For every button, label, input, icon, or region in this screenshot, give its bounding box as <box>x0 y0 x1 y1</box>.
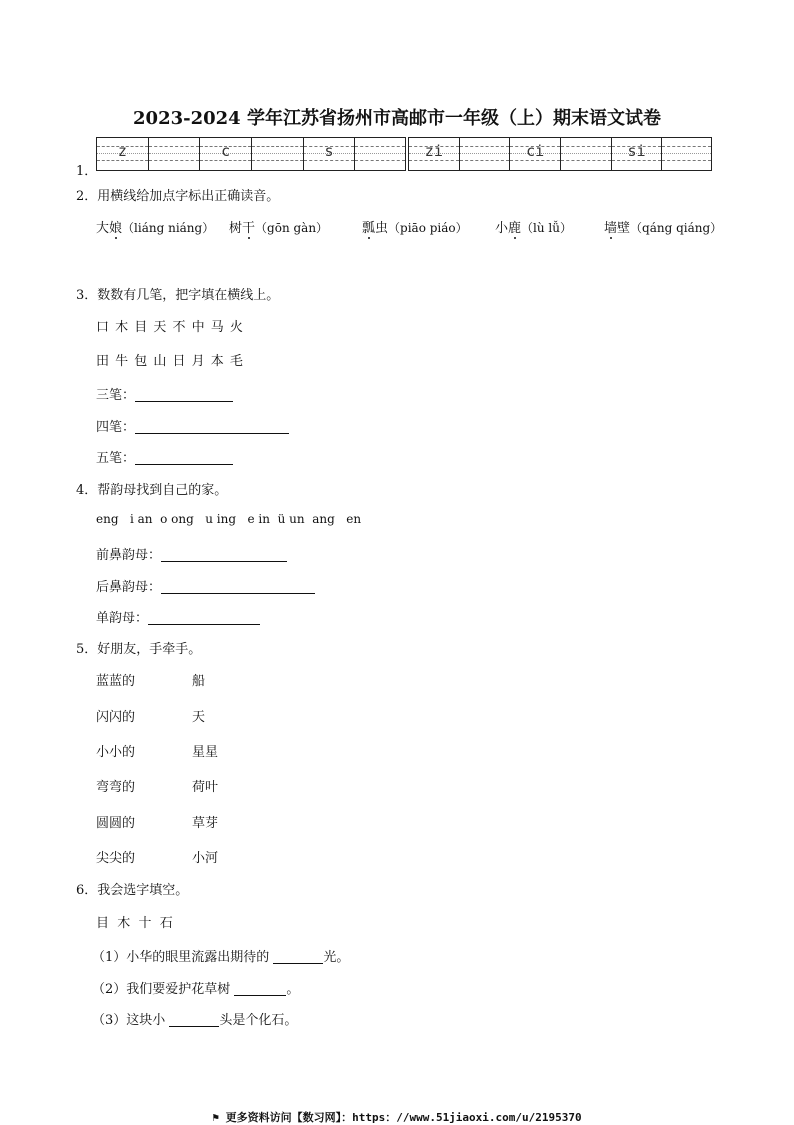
answer-blank[interactable] <box>161 580 315 594</box>
q5-right-item[interactable]: 船 <box>192 674 206 689</box>
q5-left-item[interactable]: 蓝蓝的 <box>96 674 136 689</box>
q3-answer-five: 五笔： <box>96 447 233 466</box>
q4-answer-single: 单韵母： <box>96 607 260 626</box>
pinyin-letter: si <box>627 142 646 160</box>
q3-chars-row-2: 田 牛 包 山 日 月 本 毛 <box>96 354 244 369</box>
dotted-char: 娘 <box>109 217 122 236</box>
q2-item: 大娘（liáng niáng） <box>96 217 214 236</box>
answer-blank[interactable] <box>135 420 289 434</box>
q2-item: 墙壁（qáng qiáng） <box>604 217 722 236</box>
q5-left-item[interactable]: 弯弯的 <box>96 780 136 795</box>
answer-blank[interactable] <box>169 1013 219 1027</box>
dotted-char: 干 <box>242 217 255 236</box>
question-1-number: 1． <box>76 164 98 179</box>
q6-item: （3）这块小 头是个化石。 <box>92 1013 298 1028</box>
q3-chars-row-1: 口 木 目 天 不 中 马 火 <box>96 320 244 335</box>
pinyin-letter: z <box>117 142 127 160</box>
q2-item: 树干（gōn gàn） <box>229 217 328 236</box>
q5-left-item[interactable]: 尖尖的 <box>96 851 136 866</box>
flag-icon: ⚑ <box>212 1111 226 1124</box>
q5-right-item[interactable]: 天 <box>192 710 206 725</box>
answer-blank[interactable] <box>234 982 286 996</box>
pinyin-grid-left <box>96 137 406 171</box>
question-4-stem: 4．帮韵母找到自己的家。 <box>76 483 228 498</box>
answer-blank[interactable] <box>148 611 260 625</box>
pinyin-grid-right <box>408 137 712 171</box>
footer-source <box>0 1109 794 1125</box>
q5-left-item[interactable]: 圆圆的 <box>96 816 136 831</box>
q5-right-item[interactable]: 草芽 <box>192 816 219 831</box>
q3-answer-three: 三笔： <box>96 384 233 403</box>
q4-answer-back-nasal: 后鼻韵母： <box>96 576 315 595</box>
pinyin-letter: c <box>221 142 231 160</box>
page-title: 2023-2024 学年江苏省扬州市高邮市一年级（上）期末语文试卷 <box>133 108 661 129</box>
q5-right-item[interactable]: 荷叶 <box>192 780 219 795</box>
q6-chars: 目 木 十 石 <box>96 916 173 931</box>
answer-blank[interactable] <box>273 950 323 964</box>
pinyin-letter: ci <box>526 142 545 160</box>
answer-blank[interactable] <box>135 388 233 402</box>
q4-answer-front-nasal: 前鼻韵母： <box>96 544 287 563</box>
pinyin-letter: s <box>324 142 334 160</box>
q2-item: 瓢虫（piāo piáo） <box>362 217 468 236</box>
q3-answer-four: 四笔： <box>96 416 289 435</box>
dotted-char: 鹿 <box>508 217 521 236</box>
q4-finals-row: eng i an o ong u ing e in ü un ang en <box>96 512 362 526</box>
q2-item: 小鹿（lù lǚ） <box>495 217 572 236</box>
dotted-char: 瓢 <box>362 217 375 236</box>
q5-right-item[interactable]: 小河 <box>192 851 219 866</box>
answer-blank[interactable] <box>135 451 233 465</box>
question-6-stem: 6．我会选字填空。 <box>76 883 189 898</box>
question-2-stem: 2．用横线给加点字标出正确读音。 <box>76 189 280 204</box>
q5-right-item[interactable]: 星星 <box>192 745 219 760</box>
question-3-stem: 3．数数有几笔，把字填在横线上。 <box>76 288 280 303</box>
question-5-stem: 5．好朋友，手牵手。 <box>76 642 202 657</box>
q6-item: （1）小华的眼里流露出期待的 光。 <box>92 950 350 965</box>
dotted-char: 墙 <box>604 217 617 236</box>
q5-left-item[interactable]: 小小的 <box>96 745 136 760</box>
q5-left-item[interactable]: 闪闪的 <box>96 710 136 725</box>
q6-item: （2）我们要爱护花草树 。 <box>92 982 300 997</box>
footer-text: 更多资料访问【数习网】：https：//www.51jiaoxi.com/u/2195370 <box>225 1111 582 1124</box>
answer-blank[interactable] <box>161 548 287 562</box>
pinyin-letter: zi <box>424 142 443 160</box>
